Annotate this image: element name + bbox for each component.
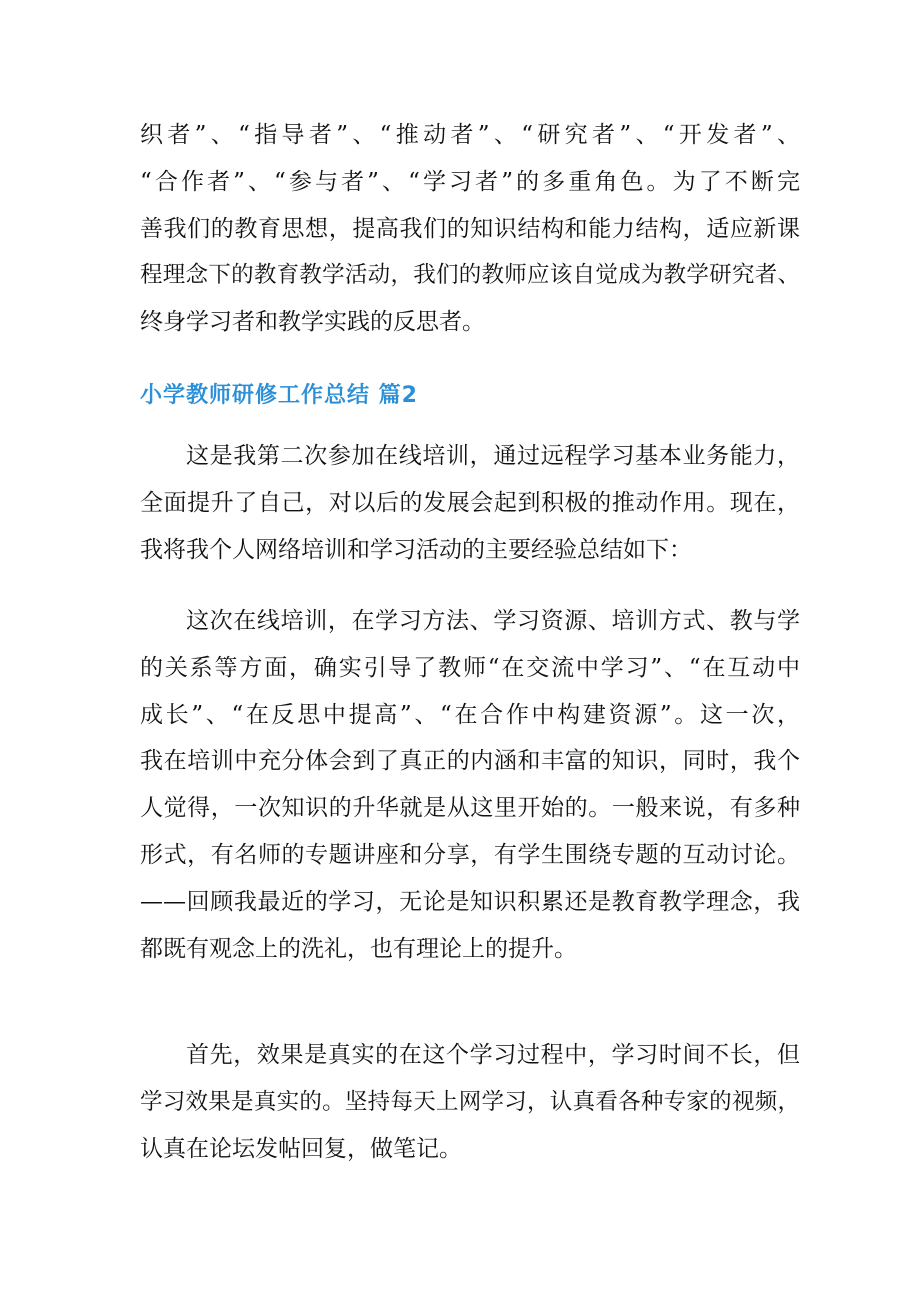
section-heading: 小学教师研修工作总结 篇2 (140, 383, 418, 408)
text-line: 终身学习者和教学实践的反思者。 (140, 309, 485, 336)
text-line: 首先，效果是真实的在这个学习过程中，学习时间不长，但 (186, 1042, 800, 1068)
text-line: 人觉得，一次知识的升华就是从这里开始的。一般来说，有多种 (140, 795, 800, 822)
text-line: 成长”、“在反思中提高”、“在合作中构建资源”。这一次， (140, 701, 800, 728)
paragraph-intro (140, 433, 800, 573)
paragraph-first-effect (140, 1032, 800, 1172)
text-line: 这是我第二次参加在线培训，通过远程学习基本业务能力， (186, 443, 800, 469)
text-line: 织者”、“指导者”、“推动者”、“研究者”、“开发者”、 (140, 122, 800, 148)
text-line: 我在培训中充分体会到了真正的内涵和丰富的知识，同时，我个 (140, 748, 800, 775)
paragraph-continued-roles (140, 112, 800, 346)
text-line: 形式，有名师的专题讲座和分享，有学生围绕专题的互动讨论。 (140, 841, 800, 868)
text-line: 善我们的教育思想，提高我们的知识结构和能力结构，适应新课 (140, 215, 800, 242)
text-line: ——回顾我最近的学习，无论是知识积累还是教育教学理念，我 (140, 888, 800, 915)
text-line: 程理念下的教育教学活动，我们的教师应该自觉成为教学研究者、 (140, 262, 800, 289)
text-line: 学习效果是真实的。坚持每天上网学习，认真看各种专家的视频， (140, 1088, 800, 1115)
text-line: 认真在论坛发帖回复，做笔记。 (140, 1135, 462, 1162)
text-line: 全面提升了自己，对以后的发展会起到积极的推动作用。现在， (140, 489, 800, 516)
text-line: 都既有观念上的洗礼，也有理论上的提升。 (140, 935, 577, 962)
text-line: 我将我个人网络培训和学习活动的主要经验总结如下： (140, 536, 692, 563)
paragraph-training-experience (140, 598, 800, 972)
text-line: “合作者”、“参与者”、“学习者”的多重角色。为了不断完 (140, 168, 800, 195)
text-line: 这次在线培训，在学习方法、学习资源、培训方式、教与学 (186, 608, 800, 634)
text-line: 的关系等方面，确实引导了教师“在交流中学习”、“在互动中 (140, 654, 800, 681)
